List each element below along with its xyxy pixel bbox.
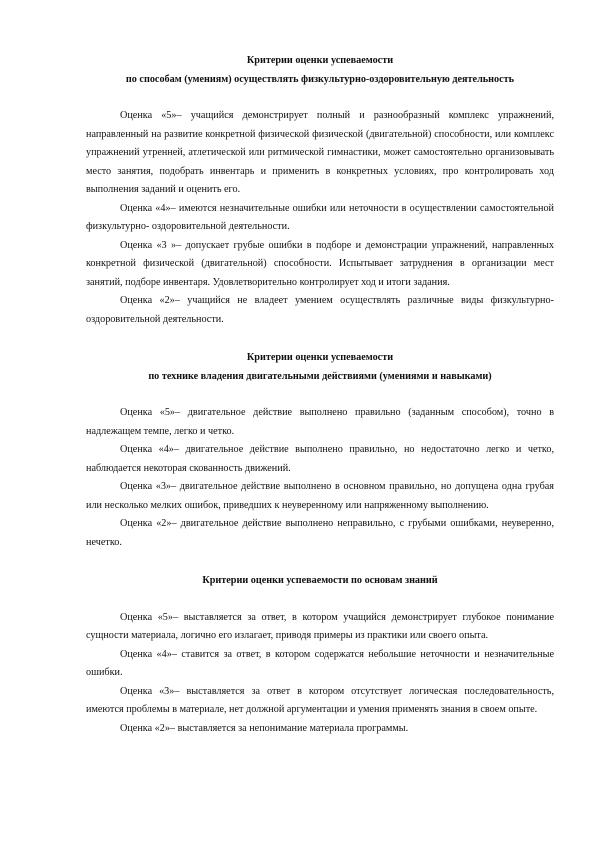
section-3-paragraph: Оценка «3»– выставляется за ответ в котором отсутствует логическая последовательность, имеются проблемы в материале, нет должной аргументации и умения применять знания в своем опыте. <box>86 685 554 715</box>
section-2-subtitle: по технике владения двигательными действиями (умениями и навыками) <box>148 370 492 382</box>
section-2-paragraph: Оценка «3»– двигательное действие выполнено в основном правильно, но допущена одна грубая или несколько мелких ошибок, приведших к неуверенному или напряженному выполнению. <box>86 481 554 511</box>
section-1-title: Критерии оценки успеваемости <box>246 55 394 66</box>
document-page <box>86 52 554 738</box>
section-2-paragraph: Оценка «4»– двигательное действие выполнено правильно, но недостаточно легко и четко, наблюдается некоторая скованность движений. <box>86 444 554 474</box>
section-3-paragraph: Оценка «5»– выставляется за ответ, в котором учащийся демонстрирует глубокое понимание сущности материала, логично его излагает, приводя примеры из практики или своего опыта. <box>86 611 554 641</box>
section-motor-technique <box>86 349 554 552</box>
section-2-paragraph: Оценка «5»– двигательное действие выполнено правильно (заданным способом), точно в надлежащем темпе, легко и четко. <box>86 407 554 437</box>
section-1-subtitle: по способам (умениям) осуществлять физкультурно-оздоровительную деятельность <box>125 73 515 85</box>
section-1-paragraph: Оценка «5»– учащийся демонстрирует полный и разнообразный комплекс упражнений, направленный на развитие конкретной физической физической (двигательной) способности, или комплекс упражнений утренней, атлетической или ритмической гимнастики, может самостоятельно организовывать место занятия, подобрать инвентарь и применить в конкретных условиях, про контролировать ход выполнения заданий и оценить его. <box>86 110 554 195</box>
section-2-paragraph: Оценка «2»– двигательное действие выполнено неправильно, с грубыми ошибками, неуверенно, нечетко. <box>86 518 554 548</box>
section-1-paragraph: Оценка «2»– учащийся не владеет умением осуществлять различные виды физкультурно- оздоровительной деятельности. <box>86 295 554 325</box>
section-1-paragraph: Оценка «4»– имеются незначительные ошибки или неточности в осуществлении самостоятельной физкультурно- оздоровительной деятельности. <box>86 202 554 232</box>
section-1-paragraph: Оценка «3 »– допускает грубые ошибки в подборе и демонстрации упражнений, направленных конкретной физической (двигательной) способности. Испытывает затруднения в организации мест занятий, подборе инвентаря. Удовлетворительно контролирует ход и итоги задания. <box>86 239 554 288</box>
section-physical-activity <box>86 52 554 329</box>
section-knowledge <box>86 572 554 738</box>
section-3-title: Критерии оценки успеваемости по основам знаний <box>202 575 438 586</box>
section-2-title: Критерии оценки успеваемости <box>246 352 394 363</box>
section-3-paragraph: Оценка «4»– ставится за ответ, в котором содержатся небольшие неточности и незначительные ошибки. <box>86 648 554 678</box>
section-3-paragraph: Оценка «2»– выставляется за непонимание материала программы. <box>120 722 409 734</box>
